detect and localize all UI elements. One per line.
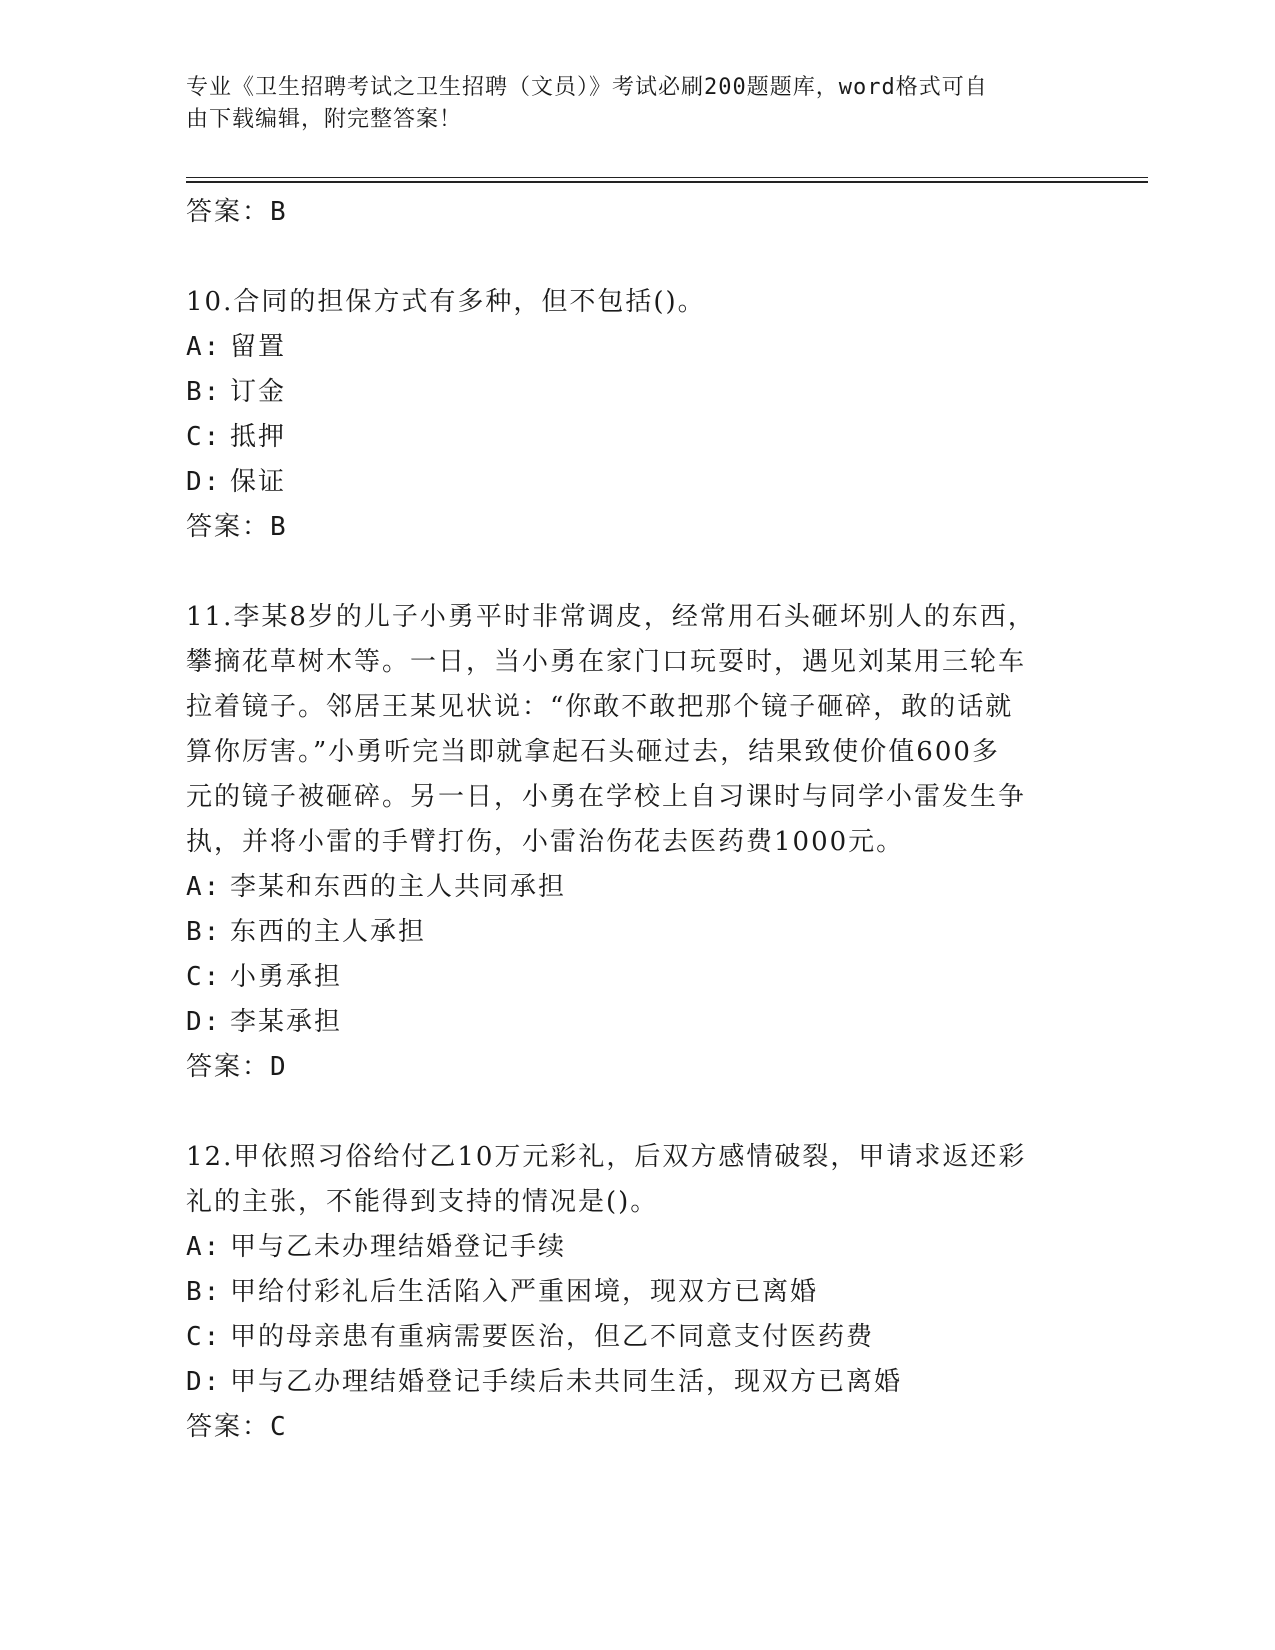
question-block (186, 595, 1066, 1090)
question-stem-line: 元的镜子被砸碎。另一日，小勇在学校上自习课时与同学小雷发生争 (186, 782, 1027, 812)
answer-value: B (270, 197, 288, 227)
answer-label: 答案： (186, 197, 271, 227)
question-stem-line: 算你厉害。”小勇听完当即就拿起石头砸过去，结果致使价值600多 (186, 737, 1000, 767)
option-text: 甲与乙办理结婚登记手续后未共同生活，现双方已离婚 (230, 1367, 903, 1397)
option-text: 甲与乙未办理结婚登记手续 (230, 1232, 567, 1262)
option-text: 李某和东西的主人共同承担 (230, 872, 567, 902)
answer-line (186, 1045, 1066, 1090)
header-line-2: 由下载编辑，附完整答案！ (186, 107, 463, 132)
spacer (186, 550, 1066, 595)
question-stem-line: 执，并将小雷的手臂打伤，小雷治伤花去医药费1000元。 (186, 827, 905, 857)
question-stem-line: 拉着镜子。邻居王某见状说：“你敢不敢把那个镜子砸碎，敢的话就 (186, 692, 1014, 722)
option-text: 甲给付彩礼后生活陷入严重困境，现双方已离婚 (230, 1277, 819, 1307)
answer-line (186, 1405, 1066, 1450)
spacer (186, 235, 1066, 280)
question-stem-line: 礼的主张，不能得到支持的情况是()。 (186, 1187, 659, 1217)
option-d (186, 1000, 1066, 1045)
option-c (186, 415, 1066, 460)
option-key: A: (186, 872, 222, 902)
answer-value: B (270, 512, 288, 542)
option-a (186, 865, 1066, 910)
question-stem-line: 11.李某8岁的儿子小勇平时非常调皮，经常用石头砸坏别人的东西， (186, 602, 1036, 632)
option-d (186, 460, 1066, 505)
document-header (186, 72, 1066, 136)
option-key: D: (186, 467, 222, 497)
option-text: 订金 (230, 377, 287, 407)
option-key: B: (186, 1277, 222, 1307)
option-c (186, 955, 1066, 1000)
question-stem-line: 攀摘花草树木等。一日，当小勇在家门口玩耍时，遇见刘某用三轮车 (186, 647, 1027, 677)
previous-answer (186, 190, 1066, 235)
question-list (186, 190, 1066, 1450)
option-key: B: (186, 377, 222, 407)
option-text: 抵押 (230, 422, 287, 452)
option-key: D: (186, 1367, 222, 1397)
option-key: B: (186, 917, 222, 947)
option-d (186, 1360, 1066, 1405)
option-key: C: (186, 962, 222, 992)
option-a (186, 1225, 1066, 1270)
question-block (186, 280, 1066, 550)
option-text: 甲的母亲患有重病需要医治，但乙不同意支付医药费 (230, 1322, 875, 1352)
question-stem: 10.合同的担保方式有多种，但不包括()。 (186, 287, 706, 317)
spacer (186, 1090, 1066, 1135)
option-b (186, 910, 1066, 955)
answer-label: 答案： (186, 512, 271, 542)
answer-label: 答案： (186, 1412, 271, 1442)
header-divider-thin (186, 177, 1148, 178)
option-key: A: (186, 1232, 222, 1262)
option-key: A: (186, 332, 222, 362)
option-c (186, 1315, 1066, 1360)
header-line-1: 专业《卫生招聘考试之卫生招聘（文员）》考试必刷200题题库，word格式可自 (186, 75, 988, 100)
answer-line (186, 505, 1066, 550)
option-text: 小勇承担 (230, 962, 343, 992)
option-text: 东西的主人承担 (230, 917, 427, 947)
option-a (186, 325, 1066, 370)
option-key: C: (186, 422, 222, 452)
option-b (186, 370, 1066, 415)
question-block (186, 1135, 1066, 1450)
option-text: 保证 (230, 467, 287, 497)
option-b (186, 1270, 1066, 1315)
answer-value: C (270, 1412, 288, 1442)
header-divider-thick (186, 181, 1148, 183)
option-text: 李某承担 (230, 1007, 343, 1037)
answer-value: D (270, 1052, 288, 1082)
option-key: C: (186, 1322, 222, 1352)
question-stem-line: 12.甲依照习俗给付乙10万元彩礼，后双方感情破裂，甲请求返还彩 (186, 1142, 1027, 1172)
option-text: 留置 (230, 332, 287, 362)
option-key: D: (186, 1007, 222, 1037)
answer-label: 答案： (186, 1052, 271, 1082)
